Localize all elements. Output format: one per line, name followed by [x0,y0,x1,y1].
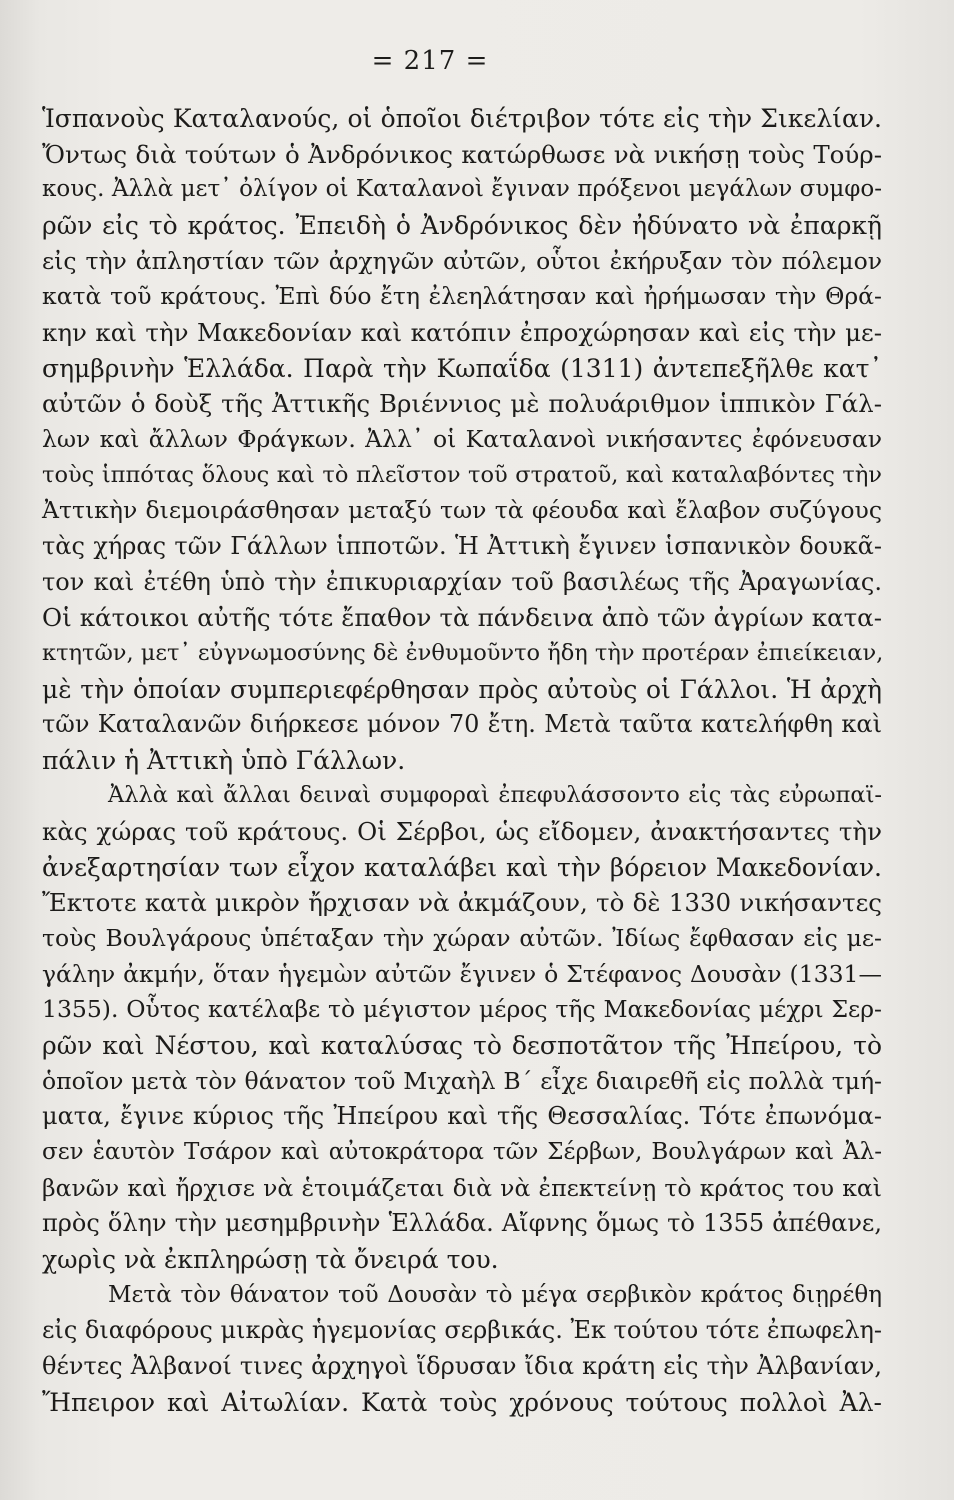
body-text [42,101,882,1420]
text-line: κους. Ἀλλὰ μετ᾿ ὀλίγον οἱ Καταλανοὶ ἔγιναν πρόξενοι μεγάλων συμφο- [42,176,882,203]
text-line: Ἀλλὰ καὶ ἄλλαι δειναὶ συμφοραὶ ἐπεφυλάσσοντο εἰς τὰς εὐρωπαϊ- [108,782,882,809]
text-line: θέντες Ἀλβανοί τινες ἀρχηγοὶ ἵδρυσαν ἴδια κράτη εἰς τὴν Ἀλβανίαν, [42,1351,882,1380]
text-line: ρῶν εἰς τὸ κράτος. Ἐπειδὴ ὁ Ἀνδρόνικος δὲν ἠδύνατο νὰ ἐπαρκῇ [42,210,882,240]
text-line: ἀνεξαρτησίαν των εἶχον καταλάβει καὶ τὴν βόρειον Μακεδονίαν. [42,852,882,882]
text-line: κην καὶ τὴν Μακεδονίαν καὶ κατόπιν ἐπροχώρησαν καὶ εἰς τὴν με- [42,317,882,347]
text-line: εἰς τὴν ἀπληστίαν τῶν ἀρχηγῶν αὐτῶν, οὗτοι ἐκήρυξαν τὸν πόλεμον [42,246,882,275]
text-line: πάλιν ἡ Ἀττικὴ ὑπὸ Γάλλων. [42,745,406,775]
text-line: κατὰ τοῦ κράτους. Ἐπὶ δύο ἔτη ἐλεηλάτησαν καὶ ἠρήμωσαν τὴν Θρά- [42,282,882,311]
text-line: Ἀττικὴν διεμοιράσθησαν μεταξύ των τὰ φέουδα καὶ ἔλαβον συζύγους [42,496,882,525]
text-line: Ὄντως διὰ τούτων ὁ Ἀνδρόνικος κατώρθωσε νὰ νικήσῃ τοὺς Τούρ- [42,139,882,169]
text-line: τοὺς Βουλγάρους ὑπέταξαν τὴν χώραν αὐτῶν. Ἰδίως ἔφθασαν εἰς με- [42,924,882,953]
text-line: Οἱ κάτοικοι αὐτῆς τότε ἔπαθον τὰ πάνδεινα ἀπὸ τῶν ἀγρίων κατα- [42,603,882,633]
text-line: Ἤπειρον καὶ Αἰτωλίαν. Κατὰ τοὺς χρόνους τούτους πολλοὶ Ἀλ- [42,1387,882,1417]
text-line: κτητῶν, μετ᾿ εὐγνωμοσύνης δὲ ἐνθυμοῦντο ἤδη τὴν προτέραν ἐπιείκειαν, [42,639,884,666]
text-line: τοὺς ἱππότας ὅλους καὶ τὸ πλεῖστον τοῦ στρατοῦ, καὶ καταλαβόντες τὴν [42,461,882,488]
text-line: βανῶν καὶ ἤρχισε νὰ ἑτοιμάζεται διὰ νὰ ἐπεκτείνῃ τὸ κράτος του καὶ [42,1173,882,1202]
text-line: Μετὰ τὸν θάνατον τοῦ Δουσὰν τὸ μέγα σερβικὸν κράτος διῃρέθη [108,1281,882,1308]
text-line: Ἔκτοτε κατὰ μικρὸν ἤρχισαν νὰ ἀκμάζουν, τὸ δὲ 1330 νικήσαντες [42,888,882,918]
text-line: πρὸς ὅλην τὴν μεσημβρινὴν Ἑλλάδα. Αἴφνης ὅμως τὸ 1355 ἀπέθανε, [42,1209,882,1238]
text-line: ὁποῖον μετὰ τὸν θάνατον τοῦ Μιχαὴλ Β΄ εἶχε διαιρεθῆ εἰς πολλὰ τμή- [42,1066,882,1095]
text-line: χωρὶς νὰ ἐκπληρώσῃ τὰ ὄνειρά του. [42,1245,499,1274]
text-line: αὐτῶν ὁ δοὺξ τῆς Ἀττικῆς Βριέννιος μὲ πολυάριθμον ἱππικὸν Γάλ- [42,389,882,419]
text-line: γάλην ἀκμήν, ὅταν ἡγεμὼν αὐτῶν ἔγινεν ὁ Στέφανος Δουσὰν (1331— [42,959,882,988]
text-line: τὰς χήρας τῶν Γάλλων ἱπποτῶν. Ἡ Ἀττικὴ ἔγινεν ἱσπανικὸν δουκᾶ- [42,531,882,560]
text-line: σεν ἑαυτὸν Τσάρον καὶ αὐτοκράτορα τῶν Σέρβων, Βουλγάρων καὶ Ἀλ- [42,1139,882,1166]
text-line: κὰς χώρας τοῦ κράτους. Οἱ Σέρβοι, ὡς εἴδομεν, ἀνακτήσαντες τὴν [42,817,882,847]
text-line: 1355). Οὗτος κατέλαβε τὸ μέγιστον μέρος τῆς Μακεδονίας μέχρι Σερ- [42,995,882,1024]
text-line: μὲ τὴν ὁποίαν συμπεριεφέρθησαν πρὸς αὐτοὺς οἱ Γάλλοι. Ἡ ἀρχὴ [42,674,882,704]
text-line: τον καὶ ἐτέθη ὑπὸ τὴν ἐπικυριαρχίαν τοῦ βασιλέως τῆς Ἀραγωνίας. [42,567,882,596]
text-line: Ἱσπανοὺς Καταλανούς, οἱ ὁποῖοι διέτριβον τότε εἰς τὴν Σικελίαν. [42,104,882,133]
text-line: σημβρινὴν Ἑλλάδα. Παρὰ τὴν Κωπαΐδα (1311) ἀντεπεξῆλθε κατ᾿ [42,353,882,383]
page-number: = 217 = [371,46,489,76]
text-line: ρῶν καὶ Νέστου, καὶ καταλύσας τὸ δεσποτᾶτον τῆς Ἠπείρου, τὸ [42,1031,882,1061]
text-line: ματα, ἔγινε κύριος τῆς Ἠπείρου καὶ τῆς Θεσσαλίας. Τότε ἐπωνόμα- [42,1102,882,1131]
text-line: τῶν Καταλανῶν διήρκεσε μόνον 70 ἔτη. Μετὰ ταῦτα κατελήφθη καὶ [42,710,882,739]
text-line: εἰς διαφόρους μικρὰς ἡγεμονίας σερβικάς. Ἐκ τούτου τότε ἐπωφελη- [42,1316,883,1345]
text-line: λων καὶ ἄλλων Φράγκων. Ἀλλ᾿ οἱ Καταλανοὶ νικήσαντες ἐφόνευσαν [42,424,882,453]
